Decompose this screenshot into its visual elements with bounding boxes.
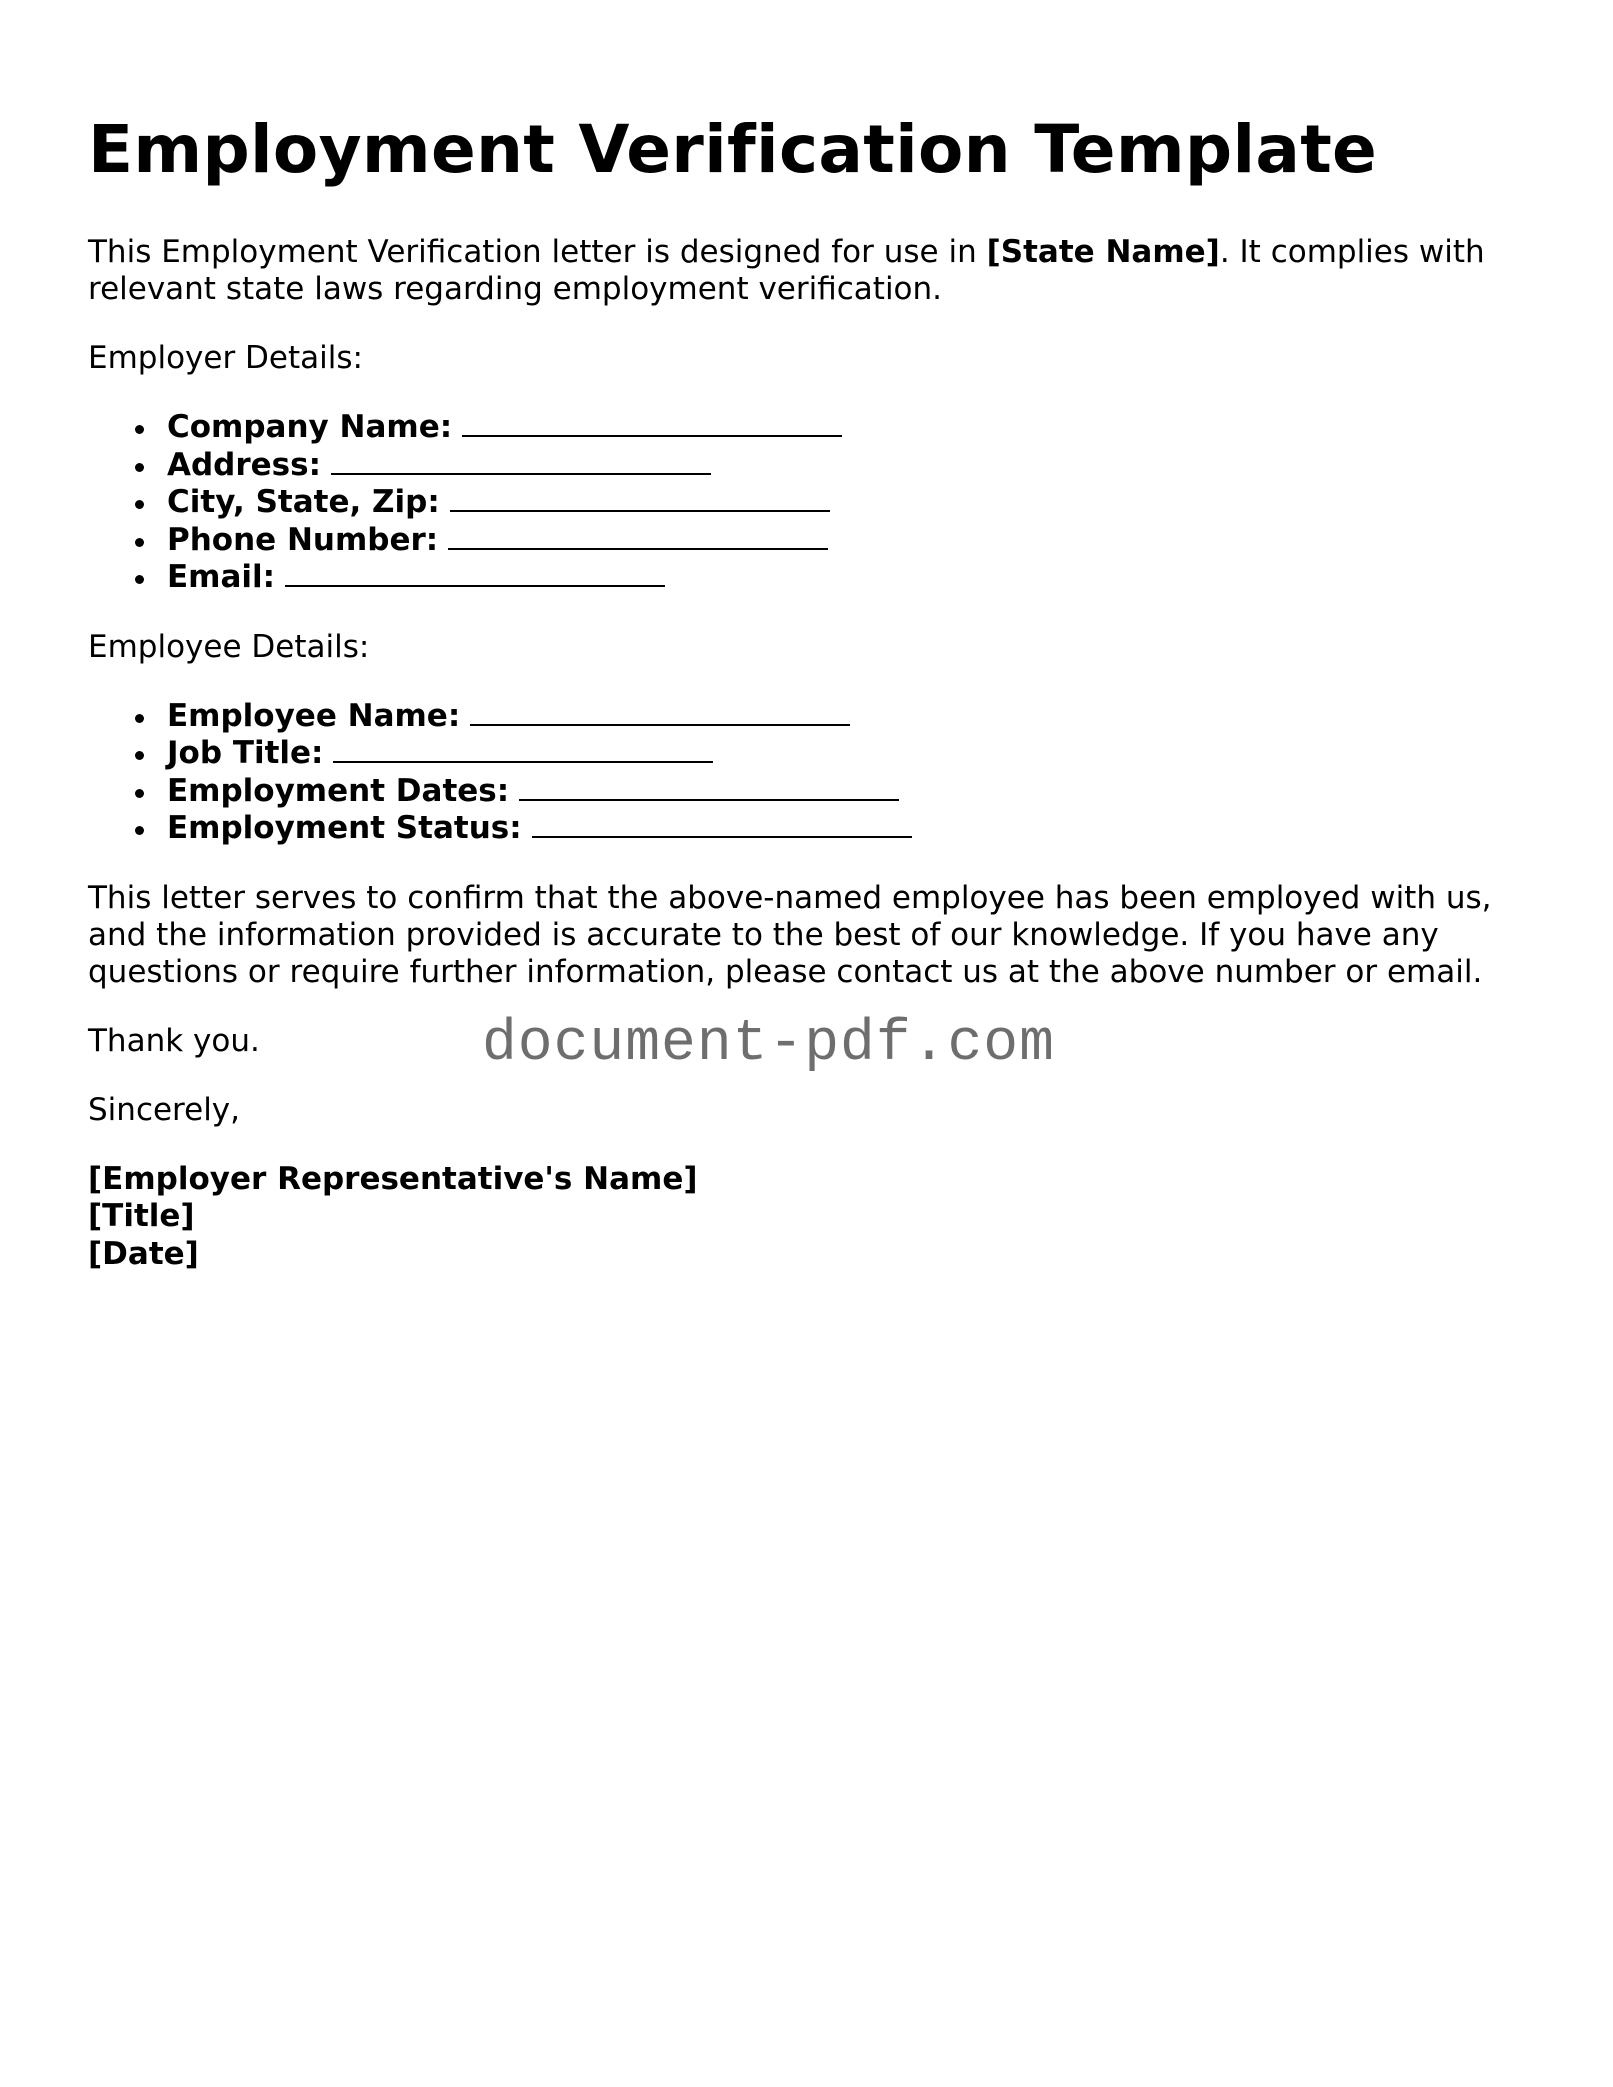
employee-details-list [88, 698, 1548, 848]
signature-block [88, 1161, 1548, 1274]
sign-off-text: Sincerely, [88, 1091, 241, 1128]
signature-date-placeholder: [Date] [88, 1235, 199, 1272]
state-name-placeholder: [State Name] [986, 234, 1220, 270]
list-item [167, 735, 1548, 773]
thanks-text: Thank you. [88, 1022, 260, 1059]
list-item [167, 559, 1548, 597]
list-item [167, 409, 1548, 447]
job-title-label: Job Title: [167, 735, 324, 771]
page-title: Employment Verification Template [88, 111, 1378, 188]
intro-text-before: This Employment Verification letter is designed for use in [88, 234, 987, 270]
employee-name-blank [470, 698, 850, 726]
employee-details-label: Employee Details: [88, 628, 370, 665]
list-item [167, 698, 1548, 736]
employment-status-blank [532, 810, 912, 838]
list-item [167, 522, 1548, 560]
list-item [167, 810, 1548, 848]
list-item [167, 484, 1548, 522]
employment-status-label: Employment Status: [167, 810, 522, 846]
intro-paragraph [88, 234, 1548, 308]
employment-dates-blank [519, 773, 899, 801]
phone-number-blank [448, 522, 828, 550]
job-title-blank [333, 735, 713, 763]
watermark: document-pdf.com [482, 1012, 1055, 1077]
employee-name-label: Employee Name: [167, 697, 461, 734]
employer-details-label: Employer Details: [88, 340, 363, 376]
company-name-blank [462, 409, 842, 437]
address-label: Address: [167, 446, 321, 483]
employment-dates-label: Employment Dates: [167, 772, 510, 809]
list-item [167, 773, 1548, 811]
list-item [167, 447, 1548, 485]
representative-name-placeholder: [Employer Representative's Name] [88, 1160, 698, 1197]
city-state-zip-label: City, State, Zip: [167, 484, 440, 520]
closing-paragraph: This letter serves to confirm that the above-named employee has been employed with us, and the information provided is accurate to the best of our knowledge. If you have any questions or require further information, please contact us at the above number or email. [88, 879, 1492, 990]
address-blank [331, 447, 711, 475]
company-name-label: Company Name: [167, 409, 453, 445]
employer-details-list [88, 409, 1548, 597]
city-state-zip-blank [450, 484, 830, 512]
intro-text-after: . It complies with relevant state laws regarding employment verification. [88, 234, 1485, 307]
phone-number-label: Phone Number: [167, 521, 439, 558]
document-page [88, 108, 1548, 1273]
email-blank [285, 559, 665, 587]
representative-title-placeholder: [Title] [88, 1198, 195, 1234]
email-label: Email: [167, 559, 276, 595]
